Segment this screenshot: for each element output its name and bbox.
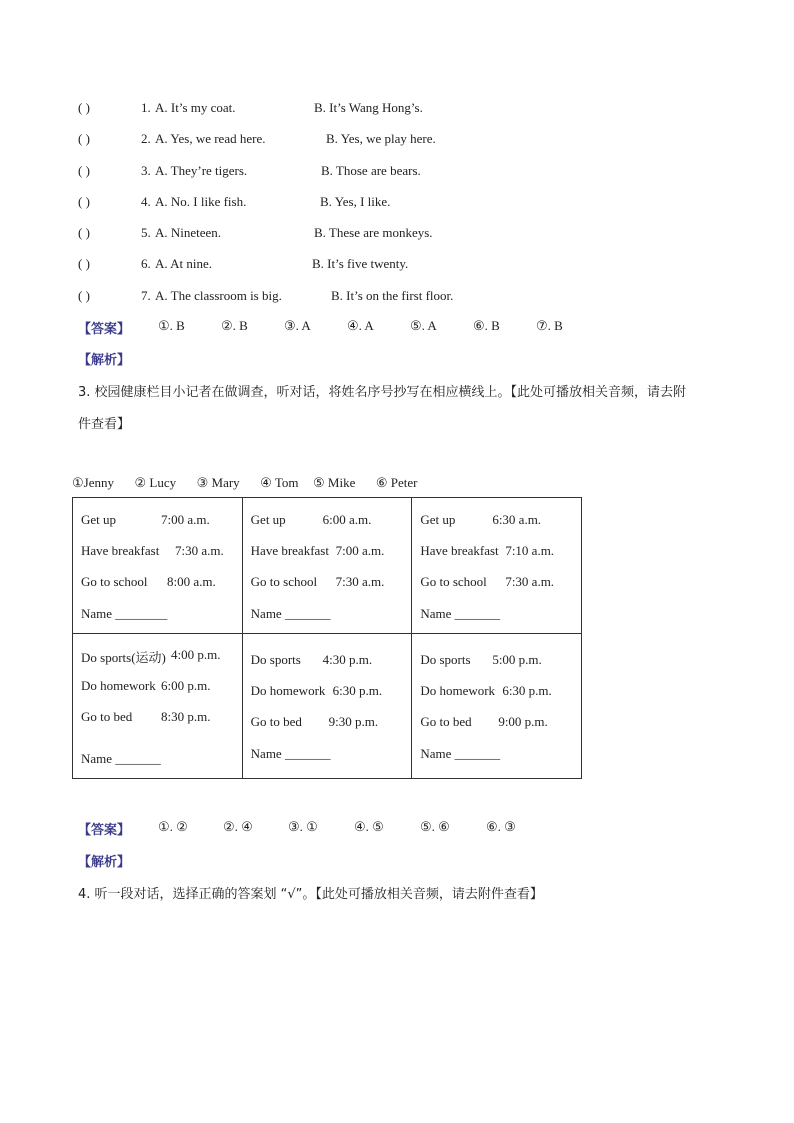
activity-time: 7:00 a.m. [335, 543, 385, 558]
answer-paren: ( ) [78, 131, 90, 146]
answer-paren: ( ) [78, 163, 90, 178]
activity-label: Have breakfast [250, 543, 329, 558]
option-a: A. No. I like fish. [155, 194, 247, 209]
activity-time: 9:30 p.m. [328, 714, 379, 729]
answer-label: 【答案】 [78, 823, 131, 838]
section4-title: 4. 听一段对话，选择正确的答案划 “√”。【此处可播放相关音频，请去附件查看】 [78, 887, 543, 902]
activity-time: 7:30 a.m. [335, 574, 385, 589]
analysis-row-2 [78, 349, 130, 368]
table-cell [73, 634, 243, 779]
activity-label: Do homework [250, 683, 326, 698]
option-a: A. Yes, we read here. [155, 131, 266, 146]
answer-item: ⑥. ③ [486, 819, 516, 834]
question-number: 1. [141, 100, 151, 115]
activity-time: 6:30 a.m. [492, 512, 542, 527]
answer-item: ①. ② [158, 819, 188, 834]
schedule-table [72, 497, 582, 779]
name-option: ⑤ Mike [313, 475, 356, 490]
option-b: B. It’s Wang Hong’s. [314, 100, 423, 115]
name-option: ④ Tom [260, 475, 299, 490]
activity-time: 7:30 a.m. [175, 543, 224, 558]
question-number: 6. [141, 256, 151, 271]
table-cell [412, 498, 582, 634]
activity-label: Go to school [81, 574, 148, 589]
activity-time: 8:30 p.m. [161, 709, 211, 724]
activity-label: Go to bed [250, 714, 302, 729]
answer-item: ③. ① [288, 819, 318, 834]
activity-time: 6:30 p.m. [502, 683, 552, 698]
question-number: 4. [141, 194, 151, 209]
activity-label: Go to bed [81, 709, 133, 724]
name-option: ② Lucy [134, 475, 177, 490]
name-blank[interactable]: Name _______ [250, 746, 331, 761]
question-number: 5. [141, 225, 151, 240]
section3-title-cont: 件查看】 [78, 417, 131, 432]
activity-label: Have breakfast [81, 543, 160, 558]
analysis-row-3 [78, 851, 130, 870]
activity-time: 6:30 p.m. [332, 683, 383, 698]
question-number: 2. [141, 131, 151, 146]
activity-label: Go to school [420, 574, 487, 589]
name-blank[interactable]: Name _______ [420, 746, 501, 761]
activity-label: Go to school [250, 574, 318, 589]
answer-paren: ( ) [78, 256, 90, 271]
table-row [73, 498, 582, 634]
option-b: B. These are monkeys. [314, 225, 433, 240]
activity-time: 5:00 p.m. [492, 652, 542, 667]
section3-title: 3. 校园健康栏目小记者在做调查，听对话，将姓名序号抄写在相应横线上。【此处可播放相关音频，请去附 [78, 385, 687, 400]
answer-label: 【答案】 [78, 322, 131, 337]
name-option: ⑥ Peter [375, 475, 418, 490]
activity-label: Get up [420, 512, 456, 527]
answer-paren: ( ) [78, 100, 90, 115]
name-blank[interactable]: Name _______ [420, 606, 501, 621]
name-blank[interactable]: Name _______ [250, 606, 331, 621]
activity-time: 7:00 a.m. [161, 512, 210, 527]
name-blank[interactable]: Name ________ [81, 606, 168, 621]
answer-item: ⑤. ⑥ [420, 819, 450, 834]
activity-time: 9:00 p.m. [498, 714, 548, 729]
table-cell [242, 634, 412, 779]
question-number: 7. [141, 288, 151, 303]
option-b: B. Yes, we play here. [326, 131, 436, 146]
answer-item: ②. B [221, 318, 248, 333]
activity-time: 4:00 p.m. [171, 647, 221, 662]
activity-label: Have breakfast [420, 543, 499, 558]
names-line [72, 475, 417, 491]
activity-time: 8:00 a.m. [167, 574, 216, 589]
activity-label: Do sports [250, 652, 301, 667]
answer-item: ⑤. A [410, 318, 437, 333]
answer-item: ②. ④ [223, 819, 253, 834]
option-a: A. It’s my coat. [155, 100, 236, 115]
answer-paren: ( ) [78, 225, 90, 240]
name-option: ①Jenny [72, 475, 114, 490]
option-b: B. Those are bears. [321, 163, 421, 178]
answer-paren: ( ) [78, 288, 90, 303]
activity-label: Do sports(运动) [81, 650, 166, 665]
activity-label: Get up [250, 512, 286, 527]
answer-item: ④. A [347, 318, 374, 333]
option-b: B. It’s on the first floor. [331, 288, 454, 303]
name-blank[interactable]: Name _______ [81, 751, 161, 766]
name-option: ③ Mary [196, 475, 240, 490]
option-a: A. Nineteen. [155, 225, 222, 240]
activity-label: Do sports [420, 652, 471, 667]
activity-label: Get up [81, 512, 117, 527]
table-row [73, 634, 582, 779]
analysis-label: 【解析】 [78, 855, 131, 870]
activity-label: Do homework [81, 678, 156, 693]
activity-time: 6:00 a.m. [322, 512, 372, 527]
table-cell [73, 498, 243, 634]
activity-label: Do homework [420, 683, 496, 698]
analysis-label: 【解析】 [78, 353, 131, 368]
option-a: A. They’re tigers. [155, 163, 248, 178]
answer-paren: ( ) [78, 194, 90, 209]
question-number: 3. [141, 163, 151, 178]
answer-item: ③. A [284, 318, 311, 333]
answer-item: ⑥. B [473, 318, 500, 333]
option-b: B. It’s five twenty. [312, 256, 409, 271]
answer-item: ⑦. B [536, 318, 563, 333]
option-b: B. Yes, I like. [320, 194, 391, 209]
answer-item: ④. ⑤ [354, 819, 384, 834]
table-cell [242, 498, 412, 634]
activity-time: 7:10 a.m. [505, 543, 555, 558]
activity-label: Go to bed [420, 714, 472, 729]
activity-time: 4:30 p.m. [322, 652, 373, 667]
table-cell [412, 634, 582, 779]
answer-item: ①. B [158, 318, 185, 333]
activity-time: 6:00 p.m. [161, 678, 211, 693]
activity-time: 7:30 a.m. [505, 574, 555, 589]
option-a: A. At nine. [155, 256, 213, 271]
option-a: A. The classroom is big. [155, 288, 282, 303]
